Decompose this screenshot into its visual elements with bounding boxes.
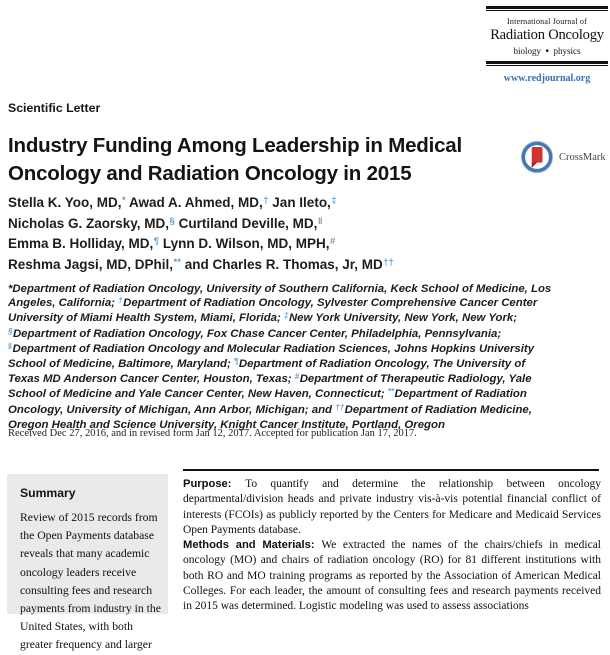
abstract-paragraph-label: Methods and Materials: xyxy=(183,539,322,552)
affiliation-line: Oncology, University of Michigan, Ann Arbor, Michigan; and ††Department of Radiation Medicine, xyxy=(8,402,532,416)
author-line: Reshma Jagsi, MD, DPhil,** and Charles R. Thomas, Jr, MD†† xyxy=(8,256,394,272)
abstract-paragraph-label: Purpose: xyxy=(183,478,246,490)
author-list xyxy=(8,194,394,276)
superscript-marker: †† xyxy=(335,402,345,412)
journal-website-link[interactable]: www.redjournal.org xyxy=(503,73,591,84)
affiliation-line: School of Medicine and Yale Cancer Center, New Haven, Connecticut; **Department of Radiation xyxy=(8,387,527,401)
summary-heading: Summary xyxy=(20,486,76,500)
superscript-marker: ‖ xyxy=(317,215,323,227)
superscript-marker: † xyxy=(118,296,123,306)
received-note: Received Dec 27, 2016, and in revised form Jan 12, 2017. Accepted for publication Jan 17, 2017. xyxy=(8,428,417,439)
affiliation-line: Angeles, California; †Department of Radiation Oncology, Sylvester Comprehensive Cancer Center xyxy=(8,296,538,310)
affiliation-line: University of Miami Health System, Miami, Florida; ‡New York University, New York, New York; xyxy=(8,311,518,325)
author-line: Emma B. Holliday, MD,¶ Lynn D. Wilson, MD, MPH,# xyxy=(8,236,336,252)
summary-box xyxy=(7,474,168,652)
superscript-marker: ‡ xyxy=(331,195,337,206)
journal-name-line1: International Journal of xyxy=(507,17,587,26)
superscript-marker: ‖ xyxy=(8,341,12,351)
crossmark-label: CrossMark xyxy=(559,151,606,163)
journal-masthead xyxy=(486,6,608,86)
author-line: Stella K. Yoo, MD,* Awad A. Ahmed, MD,† Jan Ileto,‡ xyxy=(8,195,337,210)
title-line: Industry Funding Among Leadership in Medical xyxy=(8,134,462,157)
title-line: Oncology and Radiation Oncology in 2015 xyxy=(8,162,412,185)
masthead-top-rule-thick xyxy=(486,6,608,9)
masthead-top-rule-thin xyxy=(486,10,608,11)
abstract-paragraph: Purpose: To quantify and determine the relationship between oncology departmental/division heads and private industry vis-à-vis potential financial conflict of interests (FCOIs) as publicly reported by the Centers for Medicare and Medicaid Services Open Payments database. xyxy=(183,478,601,536)
journal-name-line2: Radiation Oncology xyxy=(490,27,604,43)
superscript-marker: ¶ xyxy=(153,236,160,248)
affiliation-line: Texas MD Anderson Cancer Center, Houston, Texas; #Department of Therapeutic Radiology, Yale xyxy=(8,372,532,386)
superscript-marker: ** xyxy=(173,256,181,268)
superscript-marker: ** xyxy=(387,387,395,397)
abstract xyxy=(183,477,601,615)
superscript-marker: ¶ xyxy=(233,357,239,367)
affiliation-line: School of Medicine, Baltimore, Maryland; ¶Department of Radiation Oncology, The University of xyxy=(8,357,526,371)
crossmark-badge[interactable] xyxy=(519,139,606,175)
affiliation-line: Oregon Health and Science University, Knight Cancer Institute, Portland, Oregon xyxy=(8,418,445,431)
affiliation-line: §Department of Radiation Oncology, Fox Chase Cancer Center, Philadelphia, Pennsylvania; xyxy=(8,326,502,340)
superscript-marker: # xyxy=(329,236,336,248)
superscript-marker: ‡ xyxy=(283,311,289,321)
journal-tagline xyxy=(486,46,608,56)
masthead-bottom-rule-thick xyxy=(486,61,608,64)
tagline-bullet-icon: ● xyxy=(545,47,550,55)
affiliation-list xyxy=(8,282,610,432)
superscript-marker: § xyxy=(8,326,13,336)
tagline-physics: physics xyxy=(553,46,581,56)
masthead-bottom-rules xyxy=(486,61,608,66)
affiliation-line: *Department of Radiation Oncology, University of Southern California, Keck School of Medicine, Los xyxy=(8,283,552,295)
tagline-biology: biology xyxy=(513,46,542,56)
superscript-marker: # xyxy=(294,372,300,382)
summary-body: Review of 2015 records from the Open Payments database reveals that many academic oncology leaders receive consulting fees and research payments from industry in the United States, with both greater frequency and larger xyxy=(20,511,161,652)
section-label: Scientific Letter xyxy=(8,101,101,115)
abstract-top-rule xyxy=(183,469,599,471)
abstract-paragraph: Methods and Materials: We extracted the names of the chairs/chiefs in medical oncology (MO) and chairs of radiation oncology (RO) for 81 different institutions with both RO and MO training programs as reported by the Association of American Medical Colleges. For each leader, the amount of consulting fees and research payments received in 2015 was determined. Logistic modeling was used to assess associations xyxy=(183,539,601,613)
masthead-bottom-rule-thin xyxy=(486,65,608,66)
superscript-marker: * xyxy=(122,195,126,206)
crossmark-logo-icon xyxy=(519,139,555,175)
superscript-marker: †† xyxy=(383,256,394,268)
author-line: Nicholas G. Zaorsky, MD,§ Curtiland Deville, MD,‖ xyxy=(8,215,323,231)
superscript-marker: † xyxy=(263,195,269,206)
article-title xyxy=(8,132,462,188)
superscript-marker: § xyxy=(169,215,175,227)
affiliation-line: ‖Department of Radiation Oncology and Molecular Radiation Sciences, Johns Hopkins University xyxy=(8,341,535,355)
